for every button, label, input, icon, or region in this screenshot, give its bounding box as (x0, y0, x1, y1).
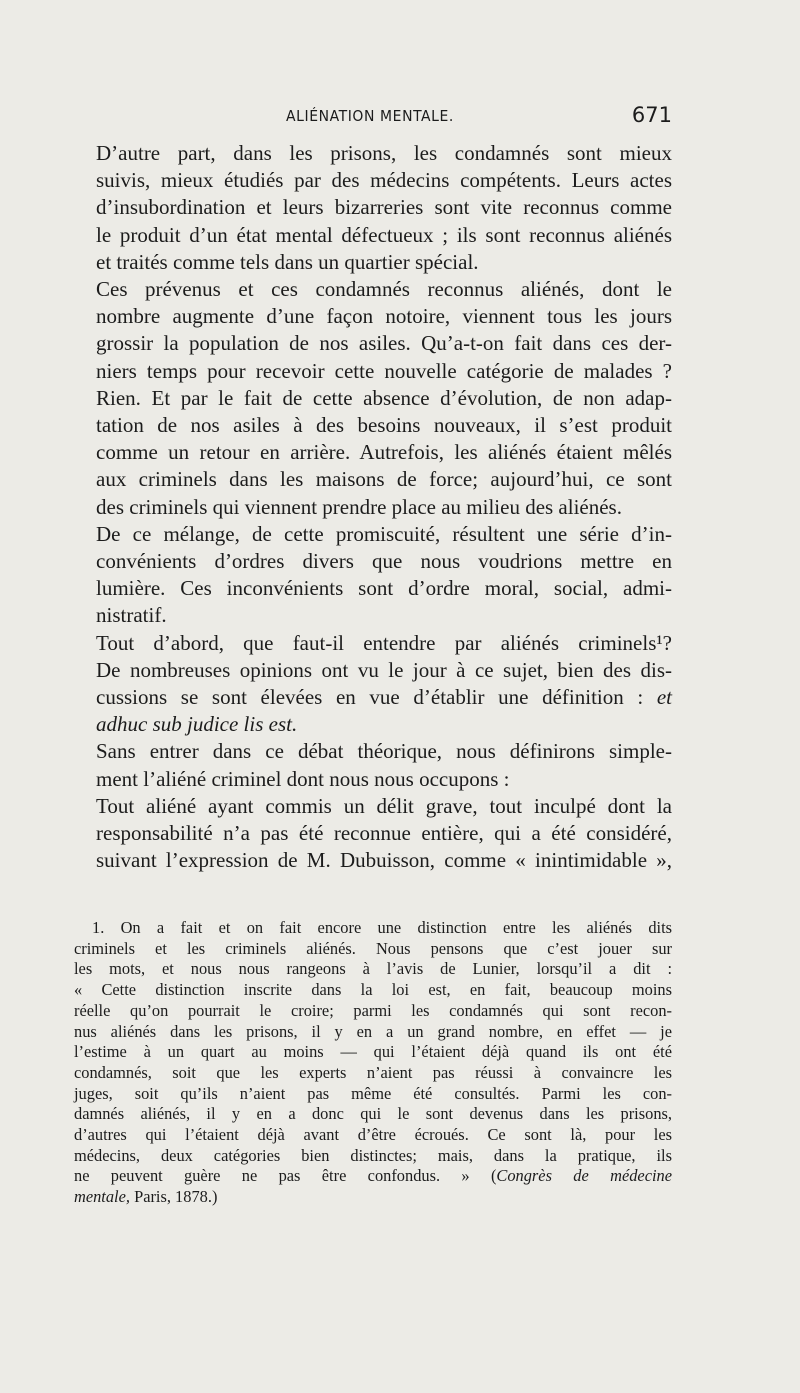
text-line: De ce mélange, de cette promiscuité, résultent une série d’in- (96, 521, 672, 546)
text-line: d’insubordination et leurs bizarreries sont vite reconnus comme (96, 195, 672, 220)
running-title: ALIÉNATION MENTALE. (286, 107, 454, 125)
text-line: Tout d’abord, que faut-il entendre par aliénés criminels¹? (96, 630, 672, 655)
footnote-line: juges, soit qu’ils n’aient pas même été consultés. Parmi les con- (74, 1083, 672, 1103)
footnote-line: 1. On a fait et on fait encore une distinction entre les aliénés dits (92, 918, 672, 937)
footnote-line: médecins, deux catégories bien distinctes; mais, dans la pratique, ils (74, 1145, 672, 1165)
citation-title-end: mentale, (74, 1187, 130, 1207)
paragraph (74, 738, 672, 792)
paragraph (74, 793, 672, 875)
text-line: niers temps pour recevoir cette nouvelle catégorie de malades ? (96, 358, 672, 383)
text-line: comme un retour en arrière. Autrefois, les aliénés étaient mêlés (96, 440, 672, 465)
text-line: et traités comme tels dans un quartier spécial. (96, 249, 479, 274)
text-line: De nombreuses opinions ont vu le jour à ce sujet, bien des dis- (96, 657, 672, 682)
text-line: grossir la population de nos asiles. Qu’a-t-on fait dans ces der- (96, 331, 672, 356)
footnote-line: réelle qu’on pourrait le croire; parmi les condamnés qui sont recon- (74, 1000, 672, 1020)
footnote-line: damnés aliénés, il y en a donc qui le sont devenus dans les prisons, (74, 1104, 672, 1124)
text-line: Tout aliéné ayant commis un délit grave, tout inculpé dont la (96, 793, 672, 818)
footnote-line (74, 1187, 672, 1208)
citation-tail: Paris, 1878.) (129, 1187, 218, 1207)
text-line: nombre augmente d’une façon notoire, viennent tous les jours (96, 304, 672, 329)
text-line: ment l’aliéné criminel dont nous nous occupons : (96, 766, 510, 791)
text-line: aux criminels dans les maisons de force; aujourd’hui, ce sont (96, 467, 672, 492)
text-line: convénients d’ordres divers que nous voudrions mettre en (96, 549, 672, 574)
paragraph (74, 521, 672, 630)
latin-phrase-start: et (656, 685, 672, 710)
paragraph (74, 630, 672, 739)
paragraph (74, 140, 672, 276)
footnote-line: l’estime à un quart au moins — qui l’étaient déjà quand ils ont été (74, 1042, 672, 1062)
text-line: suivis, mieux étudiés par des médecins compétents. Leurs actes (96, 168, 672, 193)
footnote-line (74, 1166, 672, 1187)
running-head (74, 103, 672, 133)
footnote-line: « Cette distinction inscrite dans la loi est, en fait, beaucoup moins (74, 980, 672, 1000)
text-line: nistratif. (96, 603, 167, 628)
text-line (74, 684, 672, 711)
footnote-line: d’autres qui l’étaient déjà avant d’être écroués. Ce sont là, pour les (74, 1125, 672, 1145)
footnote-line: les mots, et nous nous rangeons à l’avis de Lunier, lorsqu’il a dit : (74, 959, 672, 979)
text-line: lumière. Ces inconvénients sont d’ordre moral, social, admi- (96, 576, 672, 601)
text-line: D’autre part, dans les prisons, les condamnés sont mieux (96, 141, 672, 165)
footnote-line: nus aliénés dans les prisons, il y en a un grand nombre, en effet — je (74, 1021, 672, 1041)
footnote-line: condamnés, soit que les experts n’aient pas réussi à convaincre les (74, 1062, 672, 1082)
latin-phrase: adhuc sub judice lis est. (96, 712, 298, 737)
text-line: Rien. Et par le fait de cette absence d’évolution, de non adap- (96, 385, 672, 410)
text-line: responsabilité n’a pas été reconnue entière, qui a été considéré, (96, 821, 672, 846)
text-line: le produit d’un état mental défectueux ; ils sont reconnus aliénés (96, 222, 672, 247)
body-text (74, 140, 672, 874)
text-line: des criminels qui viennent prendre place au milieu des aliénés. (96, 494, 622, 519)
text-line: suivant l’expression de M. Dubuisson, comme « inintimidable », (96, 848, 672, 873)
citation-title: Congrès de médecine (496, 1166, 672, 1186)
text-line: Sans entrer dans ce débat théorique, nous définirons simple- (96, 739, 672, 764)
page-number: 671 (631, 103, 672, 127)
text-line-start: cussions se sont élevées en vue d’établir une définition : (96, 685, 657, 710)
footnote-line: criminels et les criminels aliénés. Nous pensons que c’est jouer sur (74, 938, 672, 958)
paragraph (74, 276, 672, 521)
text-line: Ces prévenus et ces condamnés reconnus aliénés, dont le (96, 277, 672, 302)
text-line: tation de nos asiles à des besoins nouveaux, il s’est produit (96, 413, 672, 438)
footnote (74, 918, 672, 1208)
footnote-line-start: ne peuvent guère ne pas être confondus. » ( (74, 1166, 497, 1186)
